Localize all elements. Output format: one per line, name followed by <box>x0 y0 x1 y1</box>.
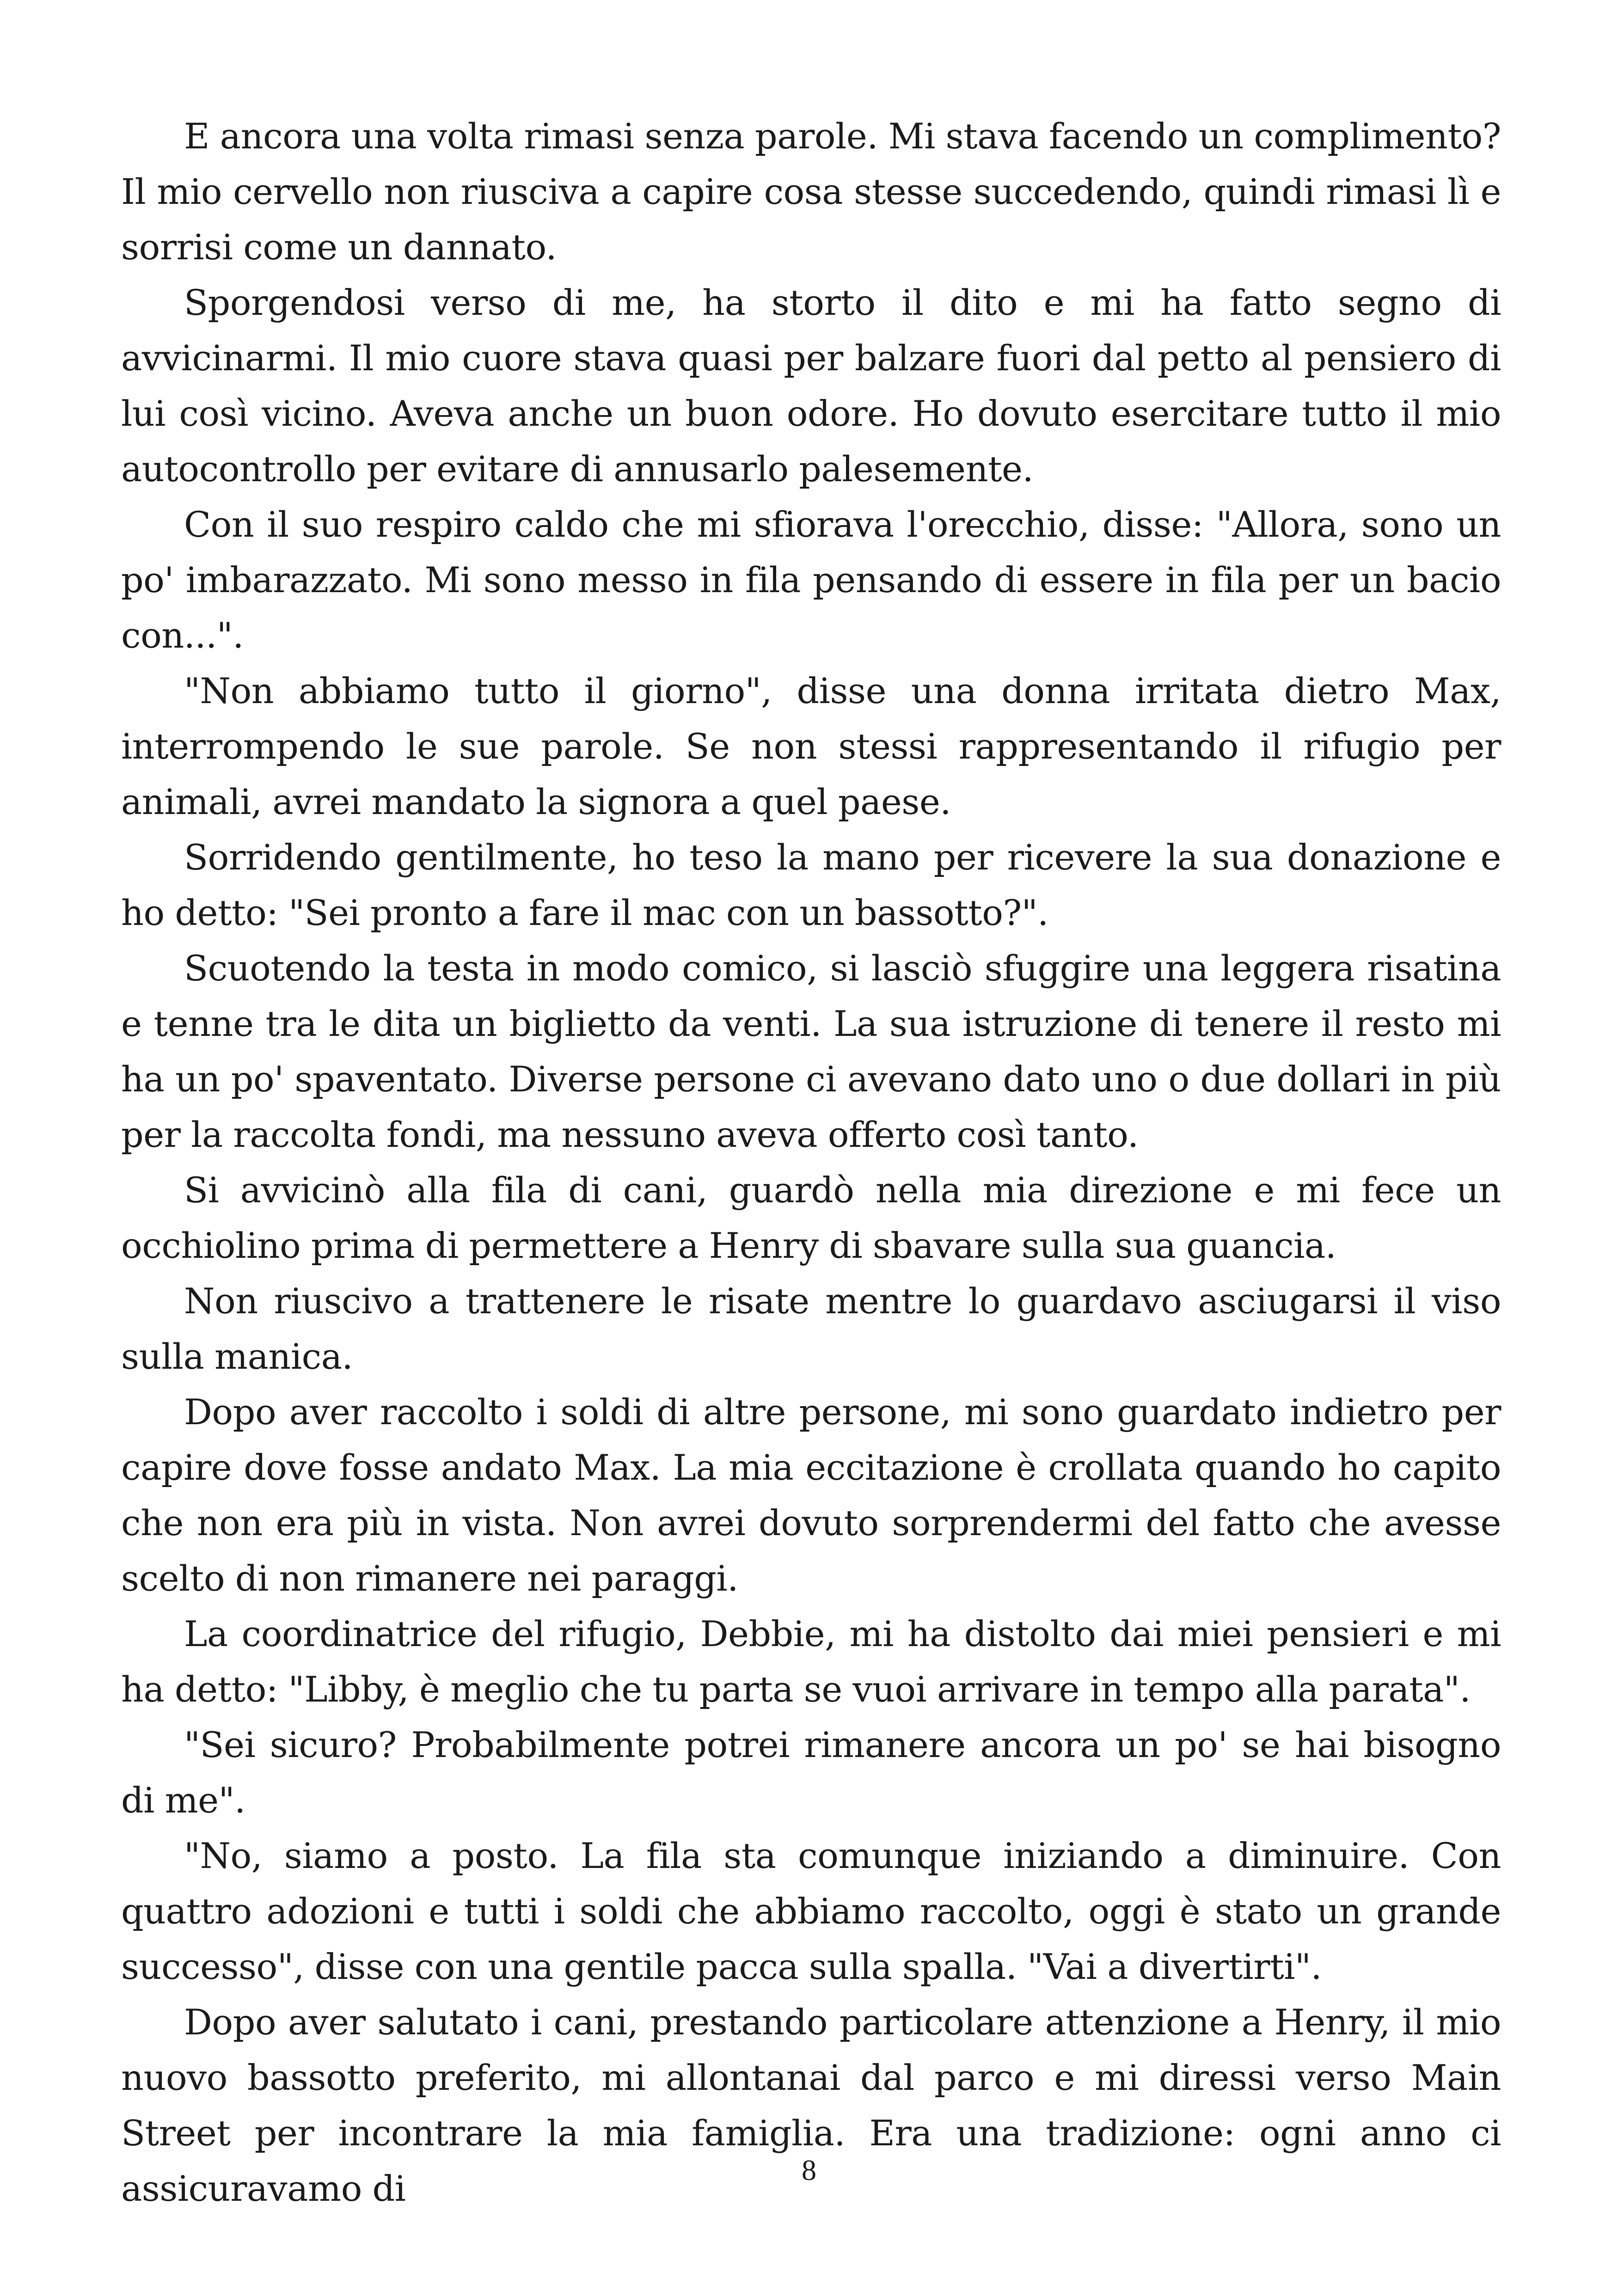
paragraph-9: Dopo aver raccolto i soldi di altre persone, mi sono guardato indietro per capire dove fosse andato Max. La mia eccitazione è crollata quando ho capito che non era più in vista. Non avrei dovuto sorprendermi del fatto che avesse scelto di non rimanere nei paraggi. <box>121 1391 1501 1599</box>
paragraph-10: La coordinatrice del rifugio, Debbie, mi ha distolto dai miei pensieri e mi ha detto: "Libby, è meglio che tu parta se vuoi arrivare in tempo alla parata". <box>121 1613 1501 1710</box>
page-body <box>121 109 1501 2216</box>
page-number: 8 <box>802 2154 816 2186</box>
paragraph-5: Sorridendo gentilmente, ho teso la mano per ricevere la sua donazione e ho detto: "Sei pronto a fare il mac con un bassotto?". <box>121 837 1501 933</box>
paragraph-12: "No, siamo a posto. La fila sta comunque iniziando a diminuire. Con quattro adozioni e tutti i soldi che abbiamo raccolto, oggi è stato un grande successo", disse con una gentile pacca sulla spalla. "Vai a divertirti". <box>121 1835 1501 1987</box>
paragraph-4: "Non abbiamo tutto il giorno", disse una donna irritata dietro Max, interrompendo le sue parole. Se non stessi rappresentando il rifugio per animali, avrei mandato la signora a quel paese. <box>121 670 1501 822</box>
paragraph-2: Sporgendosi verso di me, ha storto il dito e mi ha fatto segno di avvicinarmi. Il mio cuore stava quasi per balzare fuori dal petto al pensiero di lui così vicino. Aveva anche un buon odore. Ho dovuto esercitare tutto il mio autocontrollo per evitare di annusarlo palesemente. <box>121 282 1501 490</box>
paragraph-11: "Sei sicuro? Probabilmente potrei rimanere ancora un po' se hai bisogno di me". <box>121 1724 1501 1821</box>
paragraph-7: Si avvicinò alla fila di cani, guardò nella mia direzione e mi fece un occhiolino prima di permettere a Henry di sbavare sulla sua guancia. <box>121 1169 1501 1266</box>
paragraph-6: Scuotendo la testa in modo comico, si lasciò sfuggire una leggera risatina e tenne tra le dita un biglietto da venti. La sua istruzione di tenere il resto mi ha un po' spaventato. Diverse persone ci avevano dato uno o due dollari in più per la raccolta fondi, ma nessuno aveva offerto così tanto. <box>121 948 1501 1155</box>
paragraph-1: E ancora una volta rimasi senza parole. Mi stava facendo un complimento? Il mio cervello non riusciva a capire cosa stesse succedendo, quindi rimasi lì e sorrisi come un dannato. <box>121 116 1501 268</box>
paragraph-13: Dopo aver salutato i cani, prestando particolare attenzione a Henry, il mio nuovo bassotto preferito, mi allontanai dal parco e mi diressi verso Main Street per incontrare la mia famiglia. Era una tradizione: ogni anno ci assicuravamo di <box>121 2002 1501 2209</box>
paragraph-8: Non riuscivo a trattenere le risate mentre lo guardavo asciugarsi il viso sulla manica. <box>121 1280 1501 1377</box>
paragraph-3: Con il suo respiro caldo che mi sfiorava l'orecchio, disse: "Allora, sono un po' imbarazzato. Mi sono messo in fila pensando di essere in fila per un bacio con...". <box>121 504 1501 656</box>
